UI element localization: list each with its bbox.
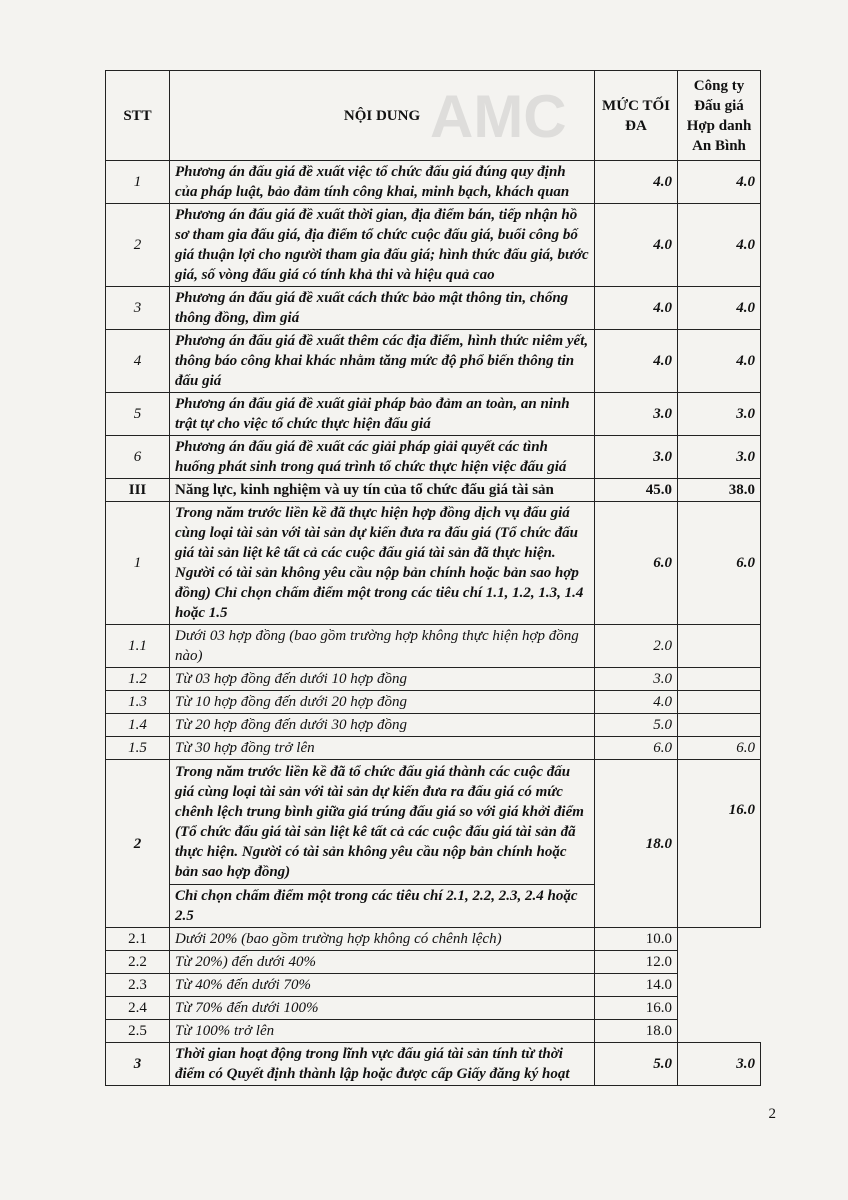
row-3-content: Thời gian hoạt động trong lĩnh vực đấu giá tài sản tính từ thời điểm có Quyết định thành lập hoặc được cấp Giấy đăng ký hoạt [170,1043,595,1086]
table-row [106,997,761,1020]
group-2-stt: 2 [106,760,170,928]
row-content: Từ 03 hợp đồng đến dưới 10 hợp đồng [170,668,595,691]
row-max-score: 4.0 [595,330,678,393]
row-stt: 1.1 [106,625,170,668]
row-stt: 1.2 [106,668,170,691]
row-max-score: 4.0 [595,287,678,330]
table-row [106,161,761,204]
row-content: Phương án đấu giá đề xuất thêm các địa điểm, hình thức niêm yết, thông báo công khai khác nhằm tăng mức độ phổ biến thông tin đấu giá [170,330,595,393]
table-body-section-2 [106,760,761,928]
row-company-score: 3.0 [678,393,761,436]
group-2-content: Trong năm trước liền kề đã tổ chức đấu giá thành các cuộc đấu giá cùng loại tài sản với tài sản dự kiến đưa ra đấu giá có mức chênh lệch trung bình giữa giá trúng đấu giá so với giá khởi điểm (Tổ chức đấu giá tài sản liệt kê tất cả các cuộc đấu giá tài sản đã thực hiện. Người có tài sản không yêu cầu nộp bản chính hoặc bản sao hợp đồng) [170,760,595,885]
row-company-score [678,691,761,714]
row-stt: 2.3 [106,974,170,997]
row-content: Phương án đấu giá đề xuất các giải pháp giải quyết các tình huống phát sinh trong quá trình tổ chức thực hiện việc đấu giá [170,436,595,479]
row-max-score: 10.0 [595,928,678,951]
table-row-3 [106,1043,761,1086]
row-content: Từ 20 hợp đồng đến dưới 30 hợp đồng [170,714,595,737]
row-3-score: 3.0 [678,1043,761,1086]
row-content: Phương án đấu giá đề xuất cách thức bảo mật thông tin, chống thông đồng, dìm giá [170,287,595,330]
table-header-row [106,71,761,161]
row-company-score: 4.0 [678,161,761,204]
table-row [106,714,761,737]
row-max-score: 3.0 [595,393,678,436]
row-content: Phương án đấu giá đề xuất thời gian, địa điểm bán, tiếp nhận hồ sơ tham gia đấu giá, địa điểm tổ chức cuộc đấu giá, buổi công bố giá thuận lợi cho người tham gia đấu giá; hình thức đấu giá, bước giá, số vòng đấu giá có tính khả thi và hiệu quả cao [170,204,595,287]
header-max-score: MỨC TỐI ĐA [595,71,678,161]
row-stt: 2.1 [106,928,170,951]
row-content: Từ 40% đến dưới 70% [170,974,595,997]
row-max-score: 4.0 [595,161,678,204]
row-content: Từ 30 hợp đồng trở lên [170,737,595,760]
row-max-score: 3.0 [595,668,678,691]
row-stt: 3 [106,287,170,330]
table-body-section-4 [106,1043,761,1086]
table-row [106,330,761,393]
row-content: Từ 20%) đến dưới 40% [170,951,595,974]
row-content: Phương án đấu giá đề xuất giải pháp bảo đảm an toàn, an ninh trật tự cho việc tổ chức thực hiện đấu giá [170,393,595,436]
row-content: Năng lực, kinh nghiệm và uy tín của tổ chức đấu giá tài sản [170,479,595,502]
row-content: Dưới 20% (bao gồm trường hợp không có chênh lệch) [170,928,595,951]
row-stt: 2.2 [106,951,170,974]
row-company-score: 4.0 [678,287,761,330]
row-company-score [678,668,761,691]
table-row [106,1020,761,1043]
table-row [106,974,761,997]
bleed-through-logo: AMC [430,83,567,150]
row-max-score: 18.0 [595,1020,678,1043]
table-row-group-2-head [106,760,761,885]
row-max-score: 3.0 [595,436,678,479]
row-stt: 2.4 [106,997,170,1020]
row-max-score: 4.0 [595,204,678,287]
header-company: Công ty Đấu giá Hợp danh An Bình [678,71,761,161]
row-company-score [678,714,761,737]
row-max-score: 12.0 [595,951,678,974]
row-stt: III [106,479,170,502]
row-stt: 1.4 [106,714,170,737]
row-company-score: 38.0 [678,479,761,502]
row-content: Từ 70% đến dưới 100% [170,997,595,1020]
table-body-section-1 [106,161,761,760]
table-row [106,951,761,974]
row-company-score: 4.0 [678,330,761,393]
table-body-section-3 [106,928,761,1043]
row-stt: 1 [106,161,170,204]
table-row [106,436,761,479]
scoring-table [105,70,761,1086]
table-row [106,479,761,502]
row-stt: 1 [106,502,170,625]
row-stt: 1.5 [106,737,170,760]
row-max-score: 45.0 [595,479,678,502]
row-3-max: 5.0 [595,1043,678,1086]
row-max-score: 6.0 [595,737,678,760]
table-row [106,737,761,760]
row-company-score: 6.0 [678,737,761,760]
header-content: NỘI DUNG [170,71,595,161]
row-max-score: 2.0 [595,625,678,668]
table-row [106,393,761,436]
row-content: Từ 10 hợp đồng đến dưới 20 hợp đồng [170,691,595,714]
row-stt: 5 [106,393,170,436]
row-stt: 4 [106,330,170,393]
row-company-score [678,625,761,668]
row-company-score: 6.0 [678,502,761,625]
table-row [106,287,761,330]
row-max-score: 14.0 [595,974,678,997]
table-row [106,204,761,287]
header-stt: STT [106,71,170,161]
row-stt: 6 [106,436,170,479]
group-2-max: 18.0 [595,760,678,928]
table-row [106,625,761,668]
row-max-score: 4.0 [595,691,678,714]
table-row [106,928,761,951]
group-2-score: 16.0 [678,760,761,928]
row-3-stt: 3 [106,1043,170,1086]
row-content: Trong năm trước liền kề đã thực hiện hợp đồng dịch vụ đấu giá cùng loại tài sản với tài sản dự kiến đưa ra đấu giá (Tổ chức đấu giá tài sản liệt kê tất cả các cuộc đấu giá tài sản đã thực hiện. Người có tài sản không yêu cầu nộp bản chính hoặc bản sao hợp đồng) Chỉ chọn chấm điểm một trong các tiêu chí 1.1, 1.2, 1.3, 1.4 hoặc 1.5 [170,502,595,625]
table-row [106,668,761,691]
row-content: Dưới 03 hợp đồng (bao gồm trường hợp không thực hiện hợp đồng nào) [170,625,595,668]
row-company-score: 4.0 [678,204,761,287]
row-max-score: 16.0 [595,997,678,1020]
row-max-score: 6.0 [595,502,678,625]
row-stt: 2.5 [106,1020,170,1043]
row-content: Phương án đấu giá đề xuất việc tổ chức đấu giá đúng quy định của pháp luật, bảo đảm tính công khai, minh bạch, khách quan [170,161,595,204]
table-row [106,691,761,714]
table-row [106,502,761,625]
page-number: 2 [768,1106,776,1122]
group-2-note: Chỉ chọn chấm điểm một trong các tiêu chí 2.1, 2.2, 2.3, 2.4 hoặc 2.5 [170,885,595,928]
row-stt: 1.3 [106,691,170,714]
row-max-score: 5.0 [595,714,678,737]
row-content: Từ 100% trở lên [170,1020,595,1043]
row-stt: 2 [106,204,170,287]
row-company-score: 3.0 [678,436,761,479]
